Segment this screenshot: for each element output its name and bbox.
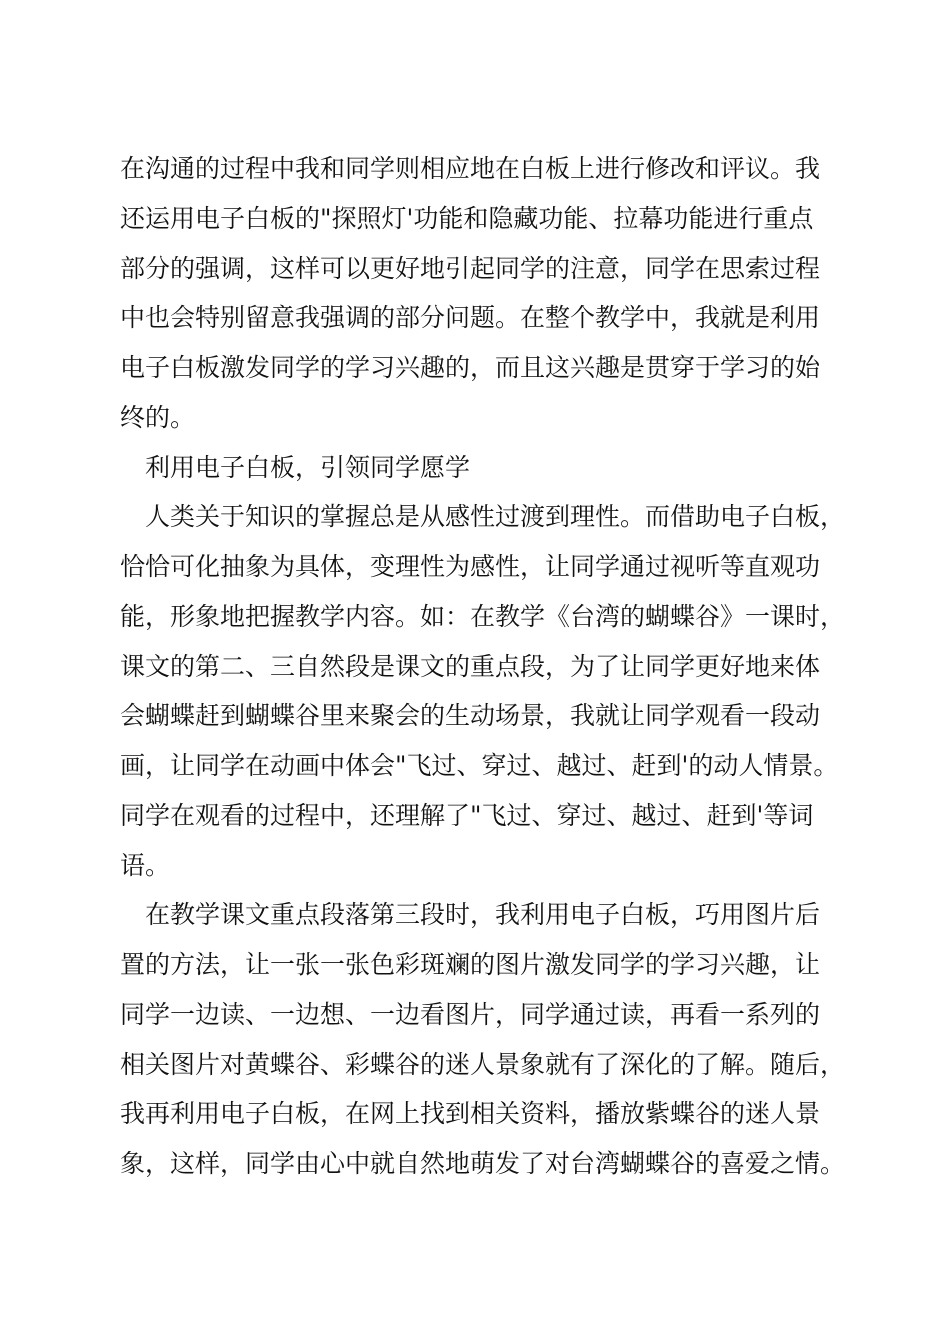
text-line: 中也会特别留意我强调的部分问题。在整个教学中，我就是利用 <box>120 303 821 332</box>
text-line: 相关图片对黄蝶谷、彩蝶谷的迷人景象就有了深化的了解。随后， <box>120 1050 846 1079</box>
text-line: 同学在观看的过程中，还理解了"飞过、穿过、越过、赶到'等词 <box>120 801 814 830</box>
text-line: 还运用电子白板的"探照灯'功能和隐藏功能、拉幕功能进行重点 <box>120 204 814 233</box>
text-line: 同学一边读、一边想、一边看图片，同学通过读，再看一系列的 <box>120 1000 821 1029</box>
text-line: 恰恰可化抽象为具体，变理性为感性，让同学通过视听等直观功 <box>120 552 821 581</box>
text-line: 电子白板激发同学的学习兴趣的，而且这兴趣是贯穿于学习的始 <box>120 353 821 382</box>
text-line: 在教学课文重点段落第三段时，我利用电子白板，巧用图片后 <box>145 900 821 929</box>
text-line: 人类关于知识的掌握总是从感性过渡到理性。而借助电子白板， <box>145 502 846 531</box>
text-line: 置的方法，让一张一张色彩斑斓的图片激发同学的学习兴趣，让 <box>120 950 821 979</box>
text-line: 语。 <box>120 851 171 880</box>
text-line: 会蝴蝶赶到蝴蝶谷里来聚会的生动场景，我就让同学观看一段动 <box>120 701 821 730</box>
text-line: 课文的第二、三自然段是课文的重点段，为了让同学更好地来体 <box>120 652 821 681</box>
text-line: 在沟通的过程中我和同学则相应地在白板上进行修改和评议。我 <box>120 154 821 183</box>
text-line: 终的。 <box>120 403 196 432</box>
text-line: 部分的强调，这样可以更好地引起同学的注意，同学在思索过程 <box>120 254 821 283</box>
text-line: 能，形象地把握教学内容。如：在教学《台湾的蝴蝶谷》一课时， <box>120 602 846 631</box>
section-heading: 利用电子白板，引领同学愿学 <box>145 453 471 482</box>
text-line: 象，这样，同学由心中就自然地萌发了对台湾蝴蝶谷的喜爱之情。 <box>120 1149 846 1178</box>
text-line: 画，让同学在动画中体会"飞过、穿过、越过、赶到'的动人情景。 <box>120 751 839 780</box>
text-line: 我再利用电子白板，在网上找到相关资料，播放紫蝶谷的迷人景 <box>120 1099 821 1128</box>
